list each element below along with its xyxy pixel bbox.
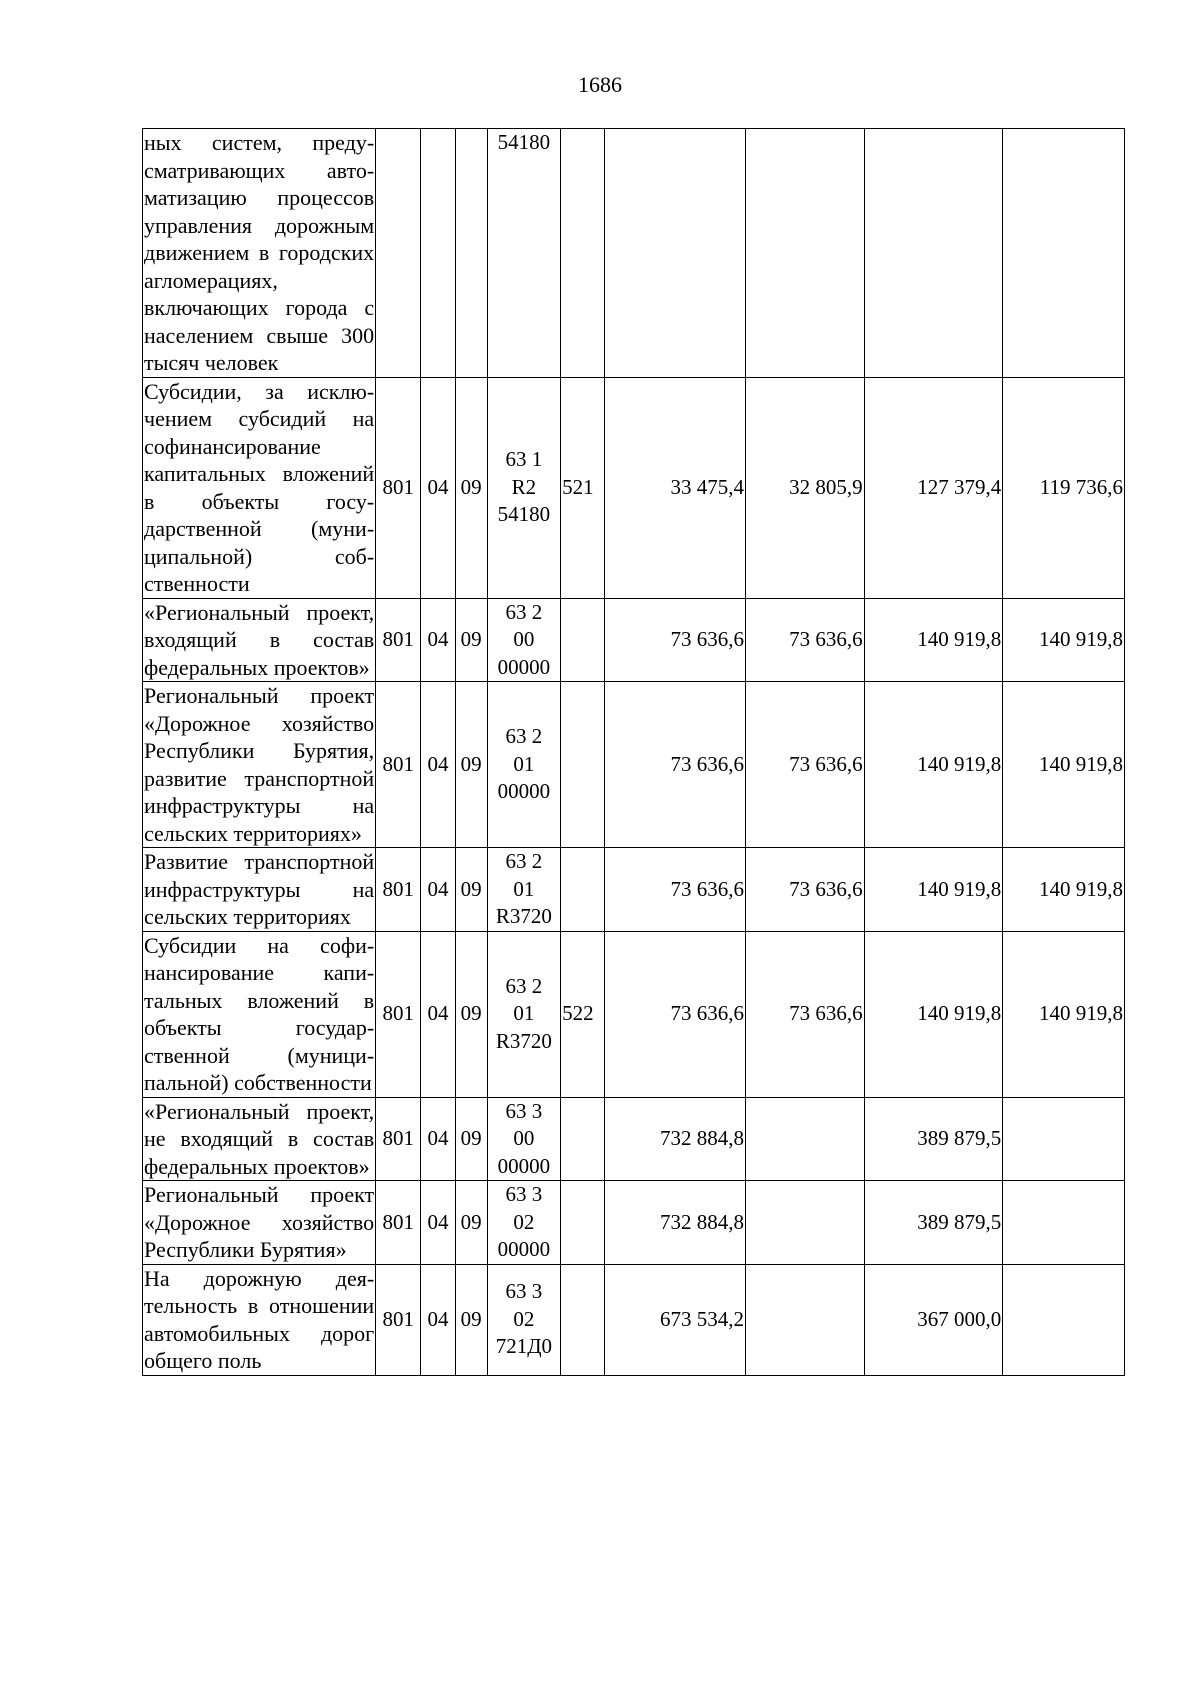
section-code: 04 <box>421 848 455 932</box>
row-description: «Региональный проект, не входящий в состав федеральных проектов» <box>144 1098 375 1179</box>
subsection-code: 09 <box>455 377 487 598</box>
ministry-code: 801 <box>376 1097 421 1181</box>
target-article-code: 63 2 01 00000 <box>487 682 560 848</box>
ministry-code: 801 <box>376 1181 421 1265</box>
amount-1: 73 636,6 <box>605 931 746 1097</box>
table-row <box>143 598 1125 682</box>
table-row <box>143 931 1125 1097</box>
row-description: Субсидии, за исключением субсидий на софинансирование капитальных вложений в объекты государственной (муниципальной) собственности <box>144 378 375 596</box>
target-article-code: 63 3 00 00000 <box>487 1097 560 1181</box>
ministry-code <box>376 129 421 378</box>
target-article-code: 63 3 02 721Д0 <box>487 1264 560 1375</box>
target-article-code: 63 2 01 R3720 <box>487 848 560 932</box>
amount-2 <box>746 129 865 378</box>
amount-2: 73 636,6 <box>746 931 865 1097</box>
amount-1: 732 884,8 <box>605 1181 746 1265</box>
subsection-code: 09 <box>455 848 487 932</box>
amount-3: 140 919,8 <box>864 598 1003 682</box>
amount-2: 73 636,6 <box>746 682 865 848</box>
amount-4 <box>1003 1097 1125 1181</box>
row-description: «Региональный проект, входящий в состав федеральных проектов» <box>144 599 375 680</box>
amount-3: 140 919,8 <box>864 848 1003 932</box>
page-number: 1686 <box>578 72 622 97</box>
row-description: Субсидии на софинансирование капитальных вложений в объекты государственной (муниципальной) собственности <box>144 932 375 1095</box>
row-description: Региональный проект «Дорожное хозяйство Республики Бурятия» <box>144 1182 375 1262</box>
subsection-code: 09 <box>455 598 487 682</box>
ministry-code: 801 <box>376 598 421 682</box>
table-row <box>143 682 1125 848</box>
subsection-code: 09 <box>455 682 487 848</box>
expense-type-code <box>561 1264 605 1375</box>
amount-1: 73 636,6 <box>605 598 746 682</box>
amount-3 <box>864 129 1003 378</box>
row-description: Развитие транспортной инфраструктуры на сельских территориях <box>144 849 375 929</box>
amount-3: 367 000,0 <box>864 1264 1003 1375</box>
section-code: 04 <box>421 931 455 1097</box>
expense-type-code <box>561 682 605 848</box>
section-code: 04 <box>421 1264 455 1375</box>
subsection-code: 09 <box>455 1097 487 1181</box>
row-description: ных систем, предусматривающих автоматизацию процессов управления дорожным движением в городских агломерациях, включающих города с населением свыше 300 тысяч человек <box>144 130 375 375</box>
target-article-code: 63 3 02 00000 <box>487 1181 560 1265</box>
target-article-code: 63 1 R2 54180 <box>487 377 560 598</box>
amount-1 <box>605 129 746 378</box>
ministry-code: 801 <box>376 931 421 1097</box>
table-row <box>143 1181 1125 1265</box>
expense-type-code: 522 <box>561 931 605 1097</box>
amount-4 <box>1003 1264 1125 1375</box>
amount-1: 732 884,8 <box>605 1097 746 1181</box>
table-row <box>143 1264 1125 1375</box>
amount-4: 140 919,8 <box>1003 848 1125 932</box>
section-code: 04 <box>421 682 455 848</box>
amount-2: 32 805,9 <box>746 377 865 598</box>
amount-1: 33 475,4 <box>605 377 746 598</box>
amount-4: 140 919,8 <box>1003 682 1125 848</box>
target-article-code: 54180 <box>487 129 560 378</box>
table-row <box>143 129 1125 378</box>
section-code: 04 <box>421 1097 455 1181</box>
expense-type-code: 521 <box>561 377 605 598</box>
amount-1: 73 636,6 <box>605 682 746 848</box>
target-article-code: 63 2 00 00000 <box>487 598 560 682</box>
subsection-code: 09 <box>455 931 487 1097</box>
section-code: 04 <box>421 1181 455 1265</box>
amount-4: 140 919,8 <box>1003 598 1125 682</box>
target-article-code: 63 2 01 R3720 <box>487 931 560 1097</box>
section-code <box>421 129 455 378</box>
expense-type-code <box>561 129 605 378</box>
amount-2 <box>746 1264 865 1375</box>
amount-3: 140 919,8 <box>864 931 1003 1097</box>
table-row <box>143 377 1125 598</box>
row-description: Региональный проект «Дорожное хозяйство Республики Бурятия, развитие транспортной инфраструктуры на сельских территориях» <box>144 683 375 846</box>
amount-2 <box>746 1097 865 1181</box>
amount-2: 73 636,6 <box>746 848 865 932</box>
amount-3: 127 379,4 <box>864 377 1003 598</box>
amount-3: 389 879,5 <box>864 1181 1003 1265</box>
subsection-code <box>455 129 487 378</box>
budget-table <box>142 128 1125 1376</box>
expense-type-code <box>561 848 605 932</box>
ministry-code: 801 <box>376 682 421 848</box>
expense-type-code <box>561 1181 605 1265</box>
ministry-code: 801 <box>376 1264 421 1375</box>
amount-4: 119 736,6 <box>1003 377 1125 598</box>
section-code: 04 <box>421 377 455 598</box>
table-row <box>143 1097 1125 1181</box>
amount-3: 140 919,8 <box>864 682 1003 848</box>
amount-4 <box>1003 129 1125 378</box>
amount-1: 673 534,2 <box>605 1264 746 1375</box>
ministry-code: 801 <box>376 377 421 598</box>
amount-1: 73 636,6 <box>605 848 746 932</box>
amount-2 <box>746 1181 865 1265</box>
amount-2: 73 636,6 <box>746 598 865 682</box>
amount-4 <box>1003 1181 1125 1265</box>
amount-4: 140 919,8 <box>1003 931 1125 1097</box>
table-row <box>143 848 1125 932</box>
expense-type-code <box>561 1097 605 1181</box>
subsection-code: 09 <box>455 1264 487 1375</box>
row-description: На дорожную деятельность в отношении автомобильных дорог общего поль <box>144 1265 375 1373</box>
ministry-code: 801 <box>376 848 421 932</box>
section-code: 04 <box>421 598 455 682</box>
expense-type-code <box>561 598 605 682</box>
subsection-code: 09 <box>455 1181 487 1265</box>
amount-3: 389 879,5 <box>864 1097 1003 1181</box>
